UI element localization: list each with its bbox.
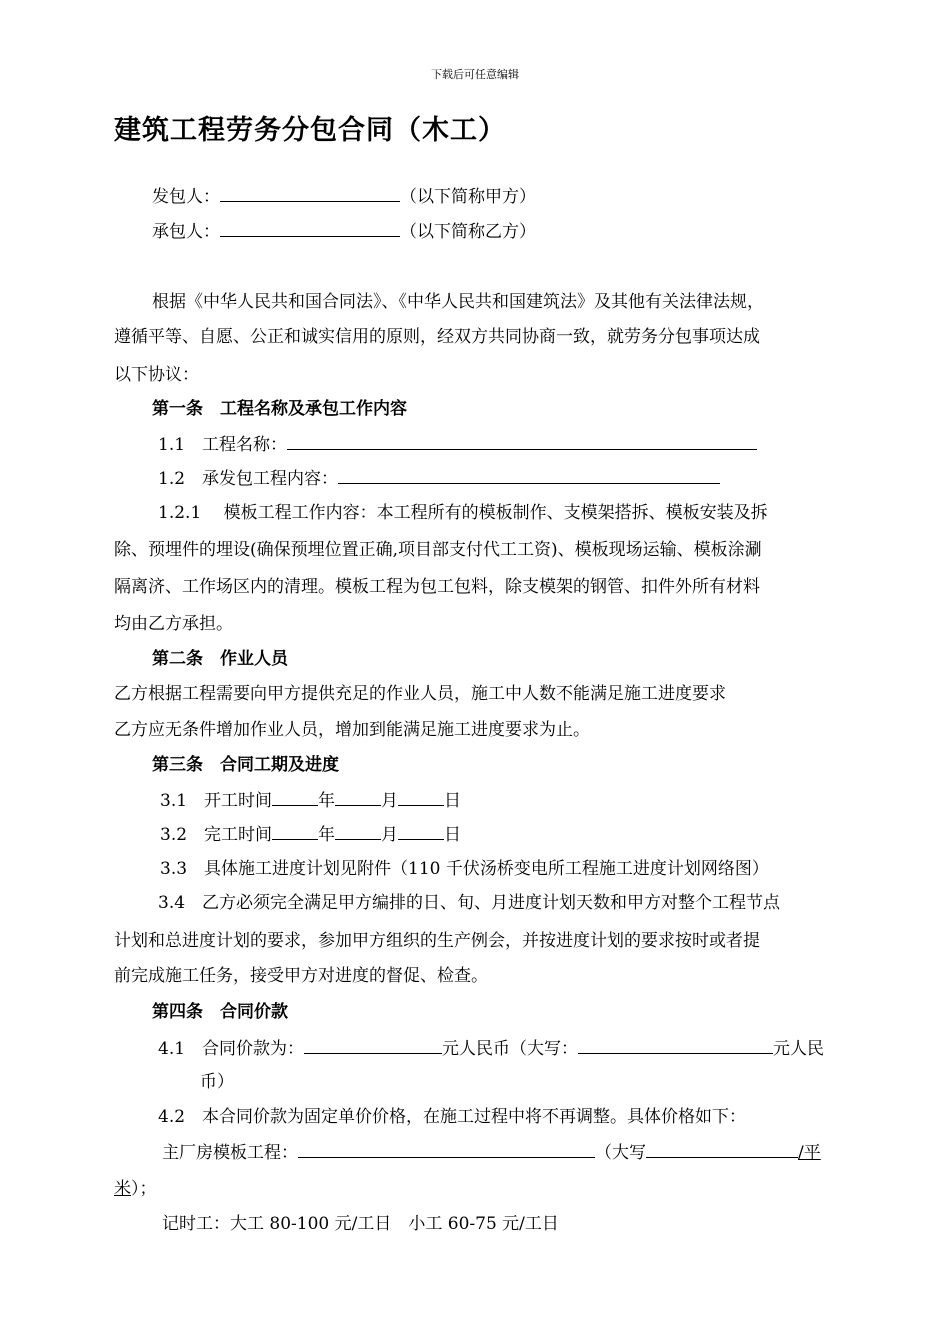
contract-price-words-blank[interactable] [578, 1037, 773, 1054]
year-label: 年 [318, 825, 336, 845]
contractor-suffix: （以下简称乙方） [400, 222, 536, 242]
item-4-1-wrap: 币） [200, 1072, 234, 1092]
item-1-1-line [158, 433, 757, 456]
employer-line [152, 185, 536, 208]
preamble-line: 以下协议： [114, 365, 199, 385]
item-1-2-1-line: 除、预埋件的埋设(确保预埋位置正确,项目部支付代工工资)、模板现场运输、模板涂涮 [114, 540, 762, 560]
item-4-2-line: 4.2 本合同价款为固定单价价格，在施工过程中将不再调整。具体价格如下： [158, 1107, 747, 1127]
item-1-2-1-line: 隔离济、工作场区内的清理。模板工程为包工包料，除支模架的钢管、扣件外所有材料 [114, 577, 760, 597]
item-3-2-line [160, 823, 461, 846]
contractor-label: 承包人： [152, 222, 220, 242]
preamble-line: 根据《中华人民共和国合同法》、《中华人民共和国建筑法》及其他有关法律法规， [152, 292, 764, 312]
item-3-4-line: 计划和总进度计划的要求，参加甲方组织的生产例会，并按进度计划的要求按时或者提 [114, 931, 760, 951]
main-plant-price-blank[interactable] [298, 1141, 595, 1158]
employer-label: 发包人： [152, 187, 220, 207]
article2-heading: 第二条 作业人员 [152, 649, 288, 669]
contract-price-mid: 元人民币（大写： [442, 1039, 579, 1059]
year-label: 年 [318, 791, 336, 811]
month-label: 月 [381, 791, 399, 811]
contract-price-end: 元人民 [773, 1039, 825, 1059]
header-note: 下载后可任意编辑 [431, 68, 519, 81]
item-3-1-line [160, 789, 461, 812]
end-time-label: 3.2 完工时间 [160, 825, 273, 845]
employer-suffix: （以下简称甲方） [400, 187, 536, 207]
main-plant-end: /平 [798, 1143, 821, 1163]
start-day-blank[interactable] [398, 789, 444, 806]
preamble-line: 遵循平等、自愿、公正和诚实信用的原则，经双方共同协商一致，就劳务分包事项达成 [114, 327, 760, 347]
month-label: 月 [381, 825, 399, 845]
start-year-blank[interactable] [272, 789, 318, 806]
item-4-1-line [158, 1037, 824, 1060]
end-day-blank[interactable] [398, 823, 444, 840]
item-1-2-line [158, 467, 720, 490]
contractor-blank[interactable] [220, 220, 400, 237]
document-title: 建筑工程劳务分包合同（木工） [114, 115, 506, 146]
item-1-1-label: 1.1 工程名称： [158, 435, 288, 455]
contract-price-label: 4.1 合同价款为： [158, 1039, 305, 1059]
day-label: 日 [444, 791, 462, 811]
main-plant-line [162, 1141, 821, 1164]
article2-body-line: 乙方应无条件增加作业人员，增加到能满足施工进度要求为止。 [114, 720, 590, 740]
day-labor-line: 记时工：大工 80-100 元/工日 小工 60-75 元/工日 [162, 1214, 559, 1234]
start-month-blank[interactable] [335, 789, 381, 806]
article1-heading: 第一条 工程名称及承包工作内容 [152, 399, 407, 419]
main-plant-unit-rest: ）； [131, 1179, 157, 1199]
item-1-2-label: 1.2 承发包工程内容： [158, 469, 339, 489]
start-time-label: 3.1 开工时间 [160, 791, 273, 811]
main-plant-unit: 米 [114, 1179, 131, 1199]
article4-heading: 第四条 合同价款 [152, 1002, 288, 1022]
contractor-line [152, 220, 536, 243]
item-1-2-1-line: 1.2.1 模板工程工作内容：本工程所有的模板制作、支模架搭拆、模板安装及拆 [158, 503, 768, 523]
day-label: 日 [444, 825, 462, 845]
end-year-blank[interactable] [272, 823, 318, 840]
item-3-4-line: 前完成施工任务，接受甲方对进度的督促、检查。 [114, 966, 488, 986]
item-3-3-line: 3.3 具体施工进度计划见附件（110 千伏汤桥变电所工程施工进度计划网络图） [160, 859, 769, 879]
item-3-4-line: 3.4 乙方必须完全满足甲方编排的日、旬、月进度计划天数和甲方对整个工程节点 [158, 893, 781, 913]
project-name-blank[interactable] [287, 433, 757, 450]
article2-body-line: 乙方根据工程需要向甲方提供充足的作业人员，施工中人数不能满足施工进度要求 [114, 684, 726, 704]
main-plant-mid: （大写 [595, 1143, 646, 1163]
employer-blank[interactable] [220, 185, 400, 202]
main-plant-label: 主厂房模板工程： [162, 1143, 298, 1163]
contract-price-blank[interactable] [304, 1037, 442, 1054]
item-1-2-1-line: 均由乙方承担。 [114, 614, 233, 634]
end-month-blank[interactable] [335, 823, 381, 840]
main-plant-unit-line [114, 1178, 157, 1200]
article3-heading: 第三条 合同工期及进度 [152, 755, 339, 775]
main-plant-words-blank[interactable] [646, 1141, 798, 1158]
work-content-blank[interactable] [338, 467, 720, 484]
